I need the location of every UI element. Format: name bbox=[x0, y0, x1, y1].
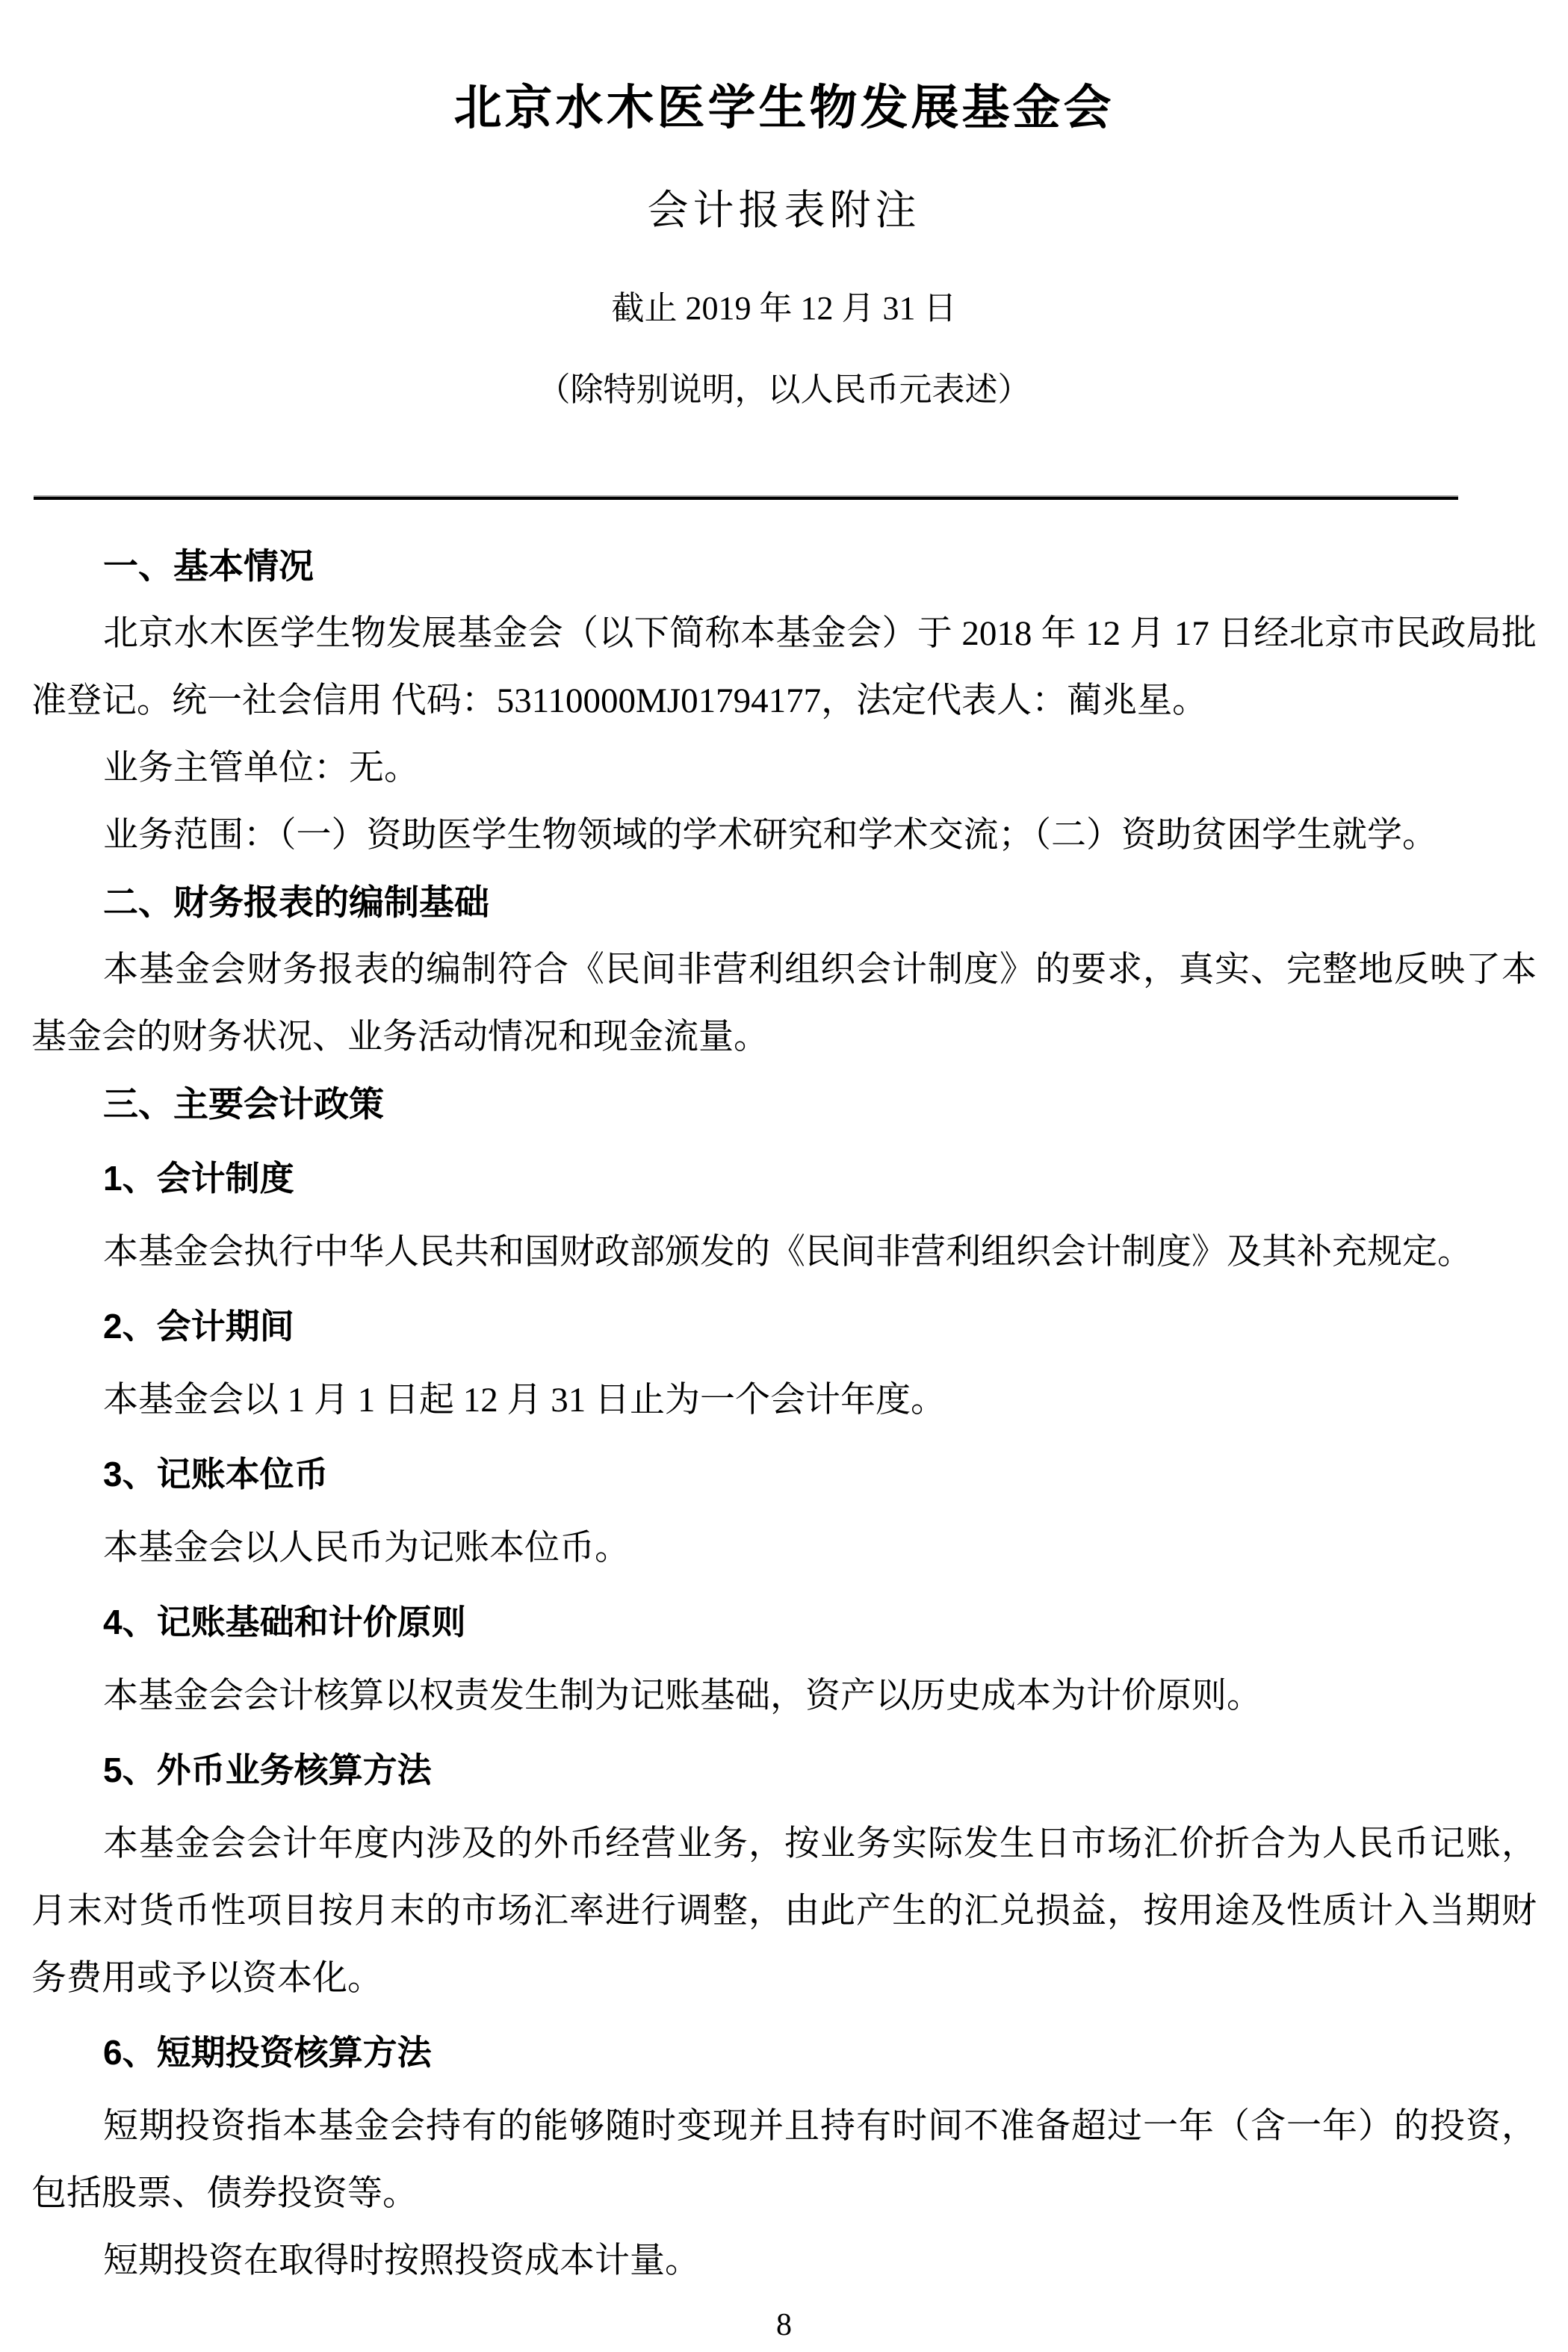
section-heading: 4、记账基础和计价原则 bbox=[103, 1603, 466, 1642]
section-heading: 5、外币业务核算方法 bbox=[103, 1751, 432, 1790]
section-heading: 3、记账本位币 bbox=[103, 1455, 329, 1494]
currency-note-line: （除特别说明，以人民币元表述） bbox=[537, 371, 1031, 408]
section-heading: 1、会计制度 bbox=[103, 1159, 294, 1198]
section-heading: 6、短期投资核算方法 bbox=[103, 2033, 432, 2073]
section-heading: 三、主要会计政策 bbox=[103, 1084, 384, 1124]
paragraph: 本基金会会计年度内涉及的外币经营业务，按业务实际发生日市场汇价折合为人民币记账，月末对货币性项目按月末的市场汇率进行调整，由此产生的汇兑损益，按用途及性质计入当期财务费用或予以资本化。 bbox=[31, 1825, 1537, 1999]
paragraph: 本基金会以 1 月 1 日起 12 月 31 日止为一个会计年度。 bbox=[103, 1381, 946, 1420]
paragraph: 业务主管单位：无。 bbox=[103, 749, 419, 788]
paragraph: 业务范围：（一）资助医学生物领域的学术研究和学术交流；（二）资助贫困学生就学。 bbox=[103, 816, 1437, 855]
paragraph: 短期投资在取得时按照投资成本计量。 bbox=[103, 2241, 700, 2281]
document-body bbox=[0, 500, 1568, 2294]
paragraph: 短期投资指本基金会持有的能够随时变现并且持有时间不准备超过一年（含一年）的投资，包括股票、债券投资等。 bbox=[31, 2107, 1537, 2214]
section-heading: 2、会计期间 bbox=[103, 1307, 294, 1346]
page-number: 8 bbox=[776, 2308, 792, 2342]
paragraph: 本基金会以人民币为记账本位币。 bbox=[103, 1529, 630, 1568]
paragraph: 本基金会财务报表的编制符合《民间非营利组织会计制度》的要求，真实、完整地反映了本基金会的财务状况、业务活动情况和现金流量。 bbox=[31, 950, 1537, 1057]
section-heading: 二、财务报表的编制基础 bbox=[103, 882, 489, 923]
doc-subtitle: 会计报表附注 bbox=[647, 187, 921, 233]
paragraph: 北京水木医学生物发展基金会（以下简称本基金会）于 2018 年 12 月 17 日经北京市民政局批准登记。统一社会信用 代码：53110000MJ01794177，法定代表人：蔺兆星。 bbox=[31, 614, 1537, 721]
doc-title: 北京水木医学生物发展基金会 bbox=[453, 81, 1115, 134]
paragraph: 本基金会执行中华人民共和国财政部颁发的《民间非营利组织会计制度》及其补充规定。 bbox=[103, 1233, 1472, 1272]
section-heading: 一、基本情况 bbox=[103, 546, 314, 587]
paragraph: 本基金会会计核算以权责发生制为记账基础，资产以历史成本为计价原则。 bbox=[103, 1677, 1262, 1716]
date-line: 截止 2019 年 12 月 31 日 bbox=[611, 290, 957, 327]
